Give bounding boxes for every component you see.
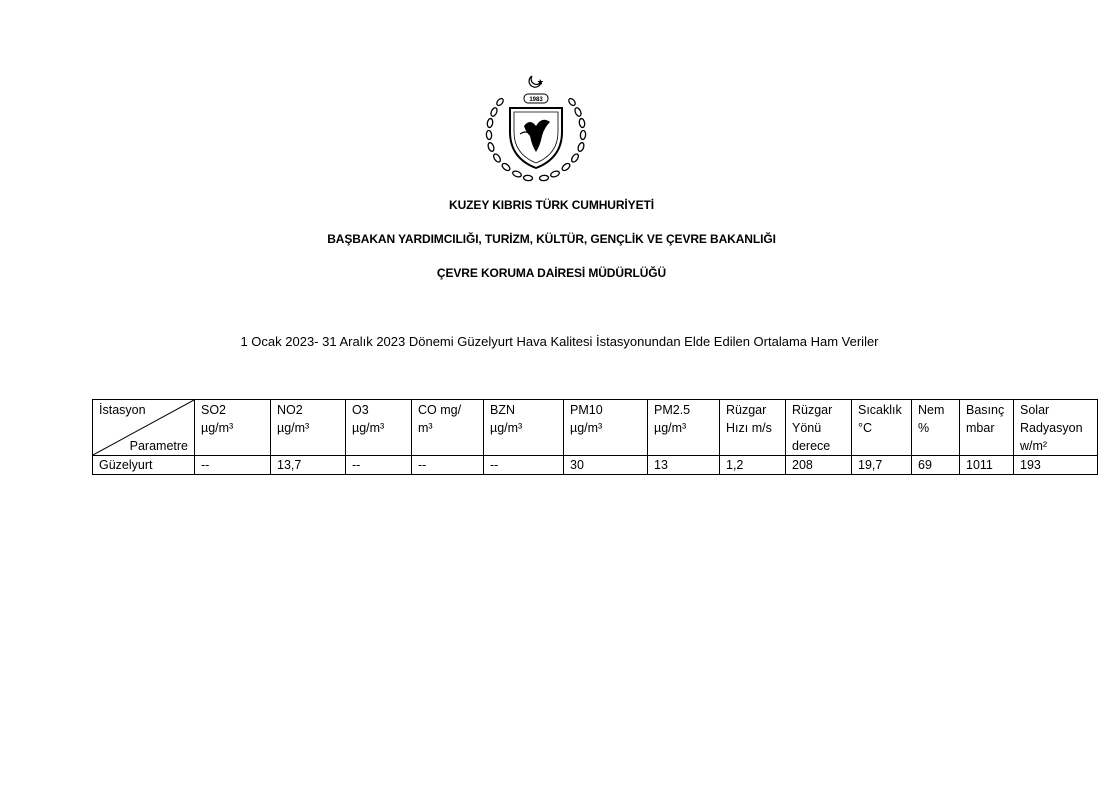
column-header-line: Nem (918, 403, 945, 417)
column-header-line: mbar (966, 421, 995, 435)
value-cell: -- (346, 456, 412, 475)
value-cell: 193 (1014, 456, 1098, 475)
column-header (412, 400, 484, 456)
column-header-line: Yönü (792, 421, 822, 435)
value-cell: 13 (648, 456, 720, 475)
column-header-line: % (918, 421, 930, 435)
column-header (1014, 400, 1098, 456)
column-header-line: NO2 (277, 403, 303, 417)
value-cell: -- (412, 456, 484, 475)
column-header-line: Rüzgar (726, 403, 767, 417)
column-header-line: Rüzgar (792, 403, 833, 417)
column-header (346, 400, 412, 456)
column-header (271, 400, 346, 456)
column-header-line: Solar (1020, 403, 1050, 417)
table-row (93, 456, 1098, 475)
value-cell: 19,7 (852, 456, 912, 475)
department-title: ÇEVRE KORUMA DAİRESİ MÜDÜRLÜĞÜ (436, 266, 667, 280)
station-cell: Güzelyurt (93, 456, 195, 475)
column-header (912, 400, 960, 456)
column-header-line: µg/m³ (654, 421, 687, 435)
column-header (786, 400, 852, 456)
column-header-line: µg/m³ (277, 421, 310, 435)
column-header-line: Basınç (966, 403, 1005, 417)
column-header-line: Hızı m/s (726, 421, 772, 435)
corner-header-cell (93, 400, 195, 456)
air-quality-table (92, 399, 1098, 475)
emblem-year: 1983 (529, 97, 543, 103)
column-header-line: m³ (418, 421, 433, 435)
value-cell: 69 (912, 456, 960, 475)
value-cell: 1011 (960, 456, 1014, 475)
column-header (195, 400, 271, 456)
column-header-line: µg/m³ (570, 421, 603, 435)
value-cell: 208 (786, 456, 852, 475)
value-cell: 13,7 (271, 456, 346, 475)
column-header (484, 400, 564, 456)
column-header-line: µg/m³ (490, 421, 523, 435)
column-header-line: derece (792, 439, 831, 453)
column-header-line: µg/m³ (352, 421, 385, 435)
table-header-row (93, 400, 1098, 456)
report-subtitle: 1 Ocak 2023- 31 Aralık 2023 Dönemi Güzelyurt Hava Kalitesi İstasyonundan Elde Edilen Ortalama Ham Veriler (240, 334, 879, 349)
value-cell: 1,2 (720, 456, 786, 475)
corner-station-label: İstasyon (99, 403, 146, 417)
column-header-line: CO mg/ (418, 403, 462, 417)
column-header-line: µg/m³ (201, 421, 234, 435)
value-cell: -- (484, 456, 564, 475)
column-header-line: Sıcaklık (858, 403, 902, 417)
country-title: KUZEY KIBRIS TÜRK CUMHURİYETİ (449, 198, 654, 212)
column-header (852, 400, 912, 456)
corner-parameter-label: Parametre (129, 439, 188, 453)
column-header (648, 400, 720, 456)
coat-of-arms-icon (480, 70, 592, 186)
column-header (720, 400, 786, 456)
column-header (564, 400, 648, 456)
column-header-line: BZN (490, 403, 515, 417)
ministry-title: BAŞBAKAN YARDIMCILIĞI, TURİZM, KÜLTÜR, GENÇLİK VE ÇEVRE BAKANLIĞI (327, 232, 776, 246)
column-header-line: w/m² (1020, 439, 1048, 453)
column-header-line: O3 (352, 403, 369, 417)
column-header-line: °C (858, 421, 873, 435)
value-cell: 30 (564, 456, 648, 475)
value-cell: -- (195, 456, 271, 475)
column-header-line: Radyasyon (1020, 421, 1083, 435)
column-header-line: PM10 (570, 403, 603, 417)
column-header-line: PM2.5 (654, 403, 691, 417)
column-header-line: SO2 (201, 403, 227, 417)
column-header (960, 400, 1014, 456)
